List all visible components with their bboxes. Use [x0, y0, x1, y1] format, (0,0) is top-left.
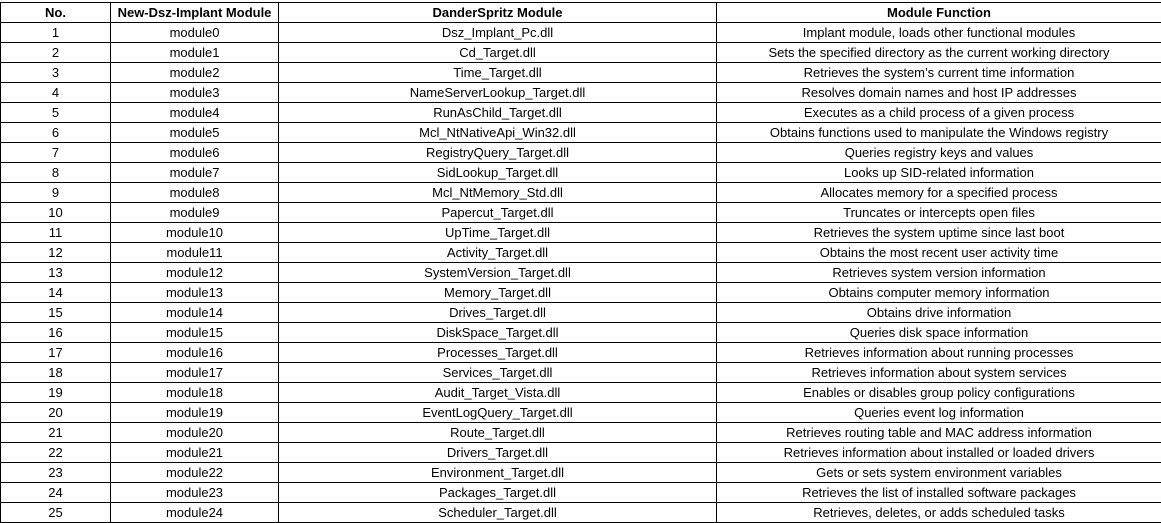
cell-implant-module: module14	[111, 303, 279, 323]
table-row	[1, 223, 1161, 243]
cell-implant-module: module2	[111, 63, 279, 83]
table-row	[1, 23, 1161, 43]
header-module-function: Module Function	[717, 3, 1161, 23]
cell-module-function: Retrieves the system’s current time information	[717, 63, 1161, 83]
cell-danderspritz-module: RegistryQuery_Target.dll	[279, 143, 717, 163]
cell-implant-module: module19	[111, 403, 279, 423]
cell-implant-module: module17	[111, 363, 279, 383]
cell-module-function: Implant module, loads other functional modules	[717, 23, 1161, 43]
cell-danderspritz-module: Time_Target.dll	[279, 63, 717, 83]
cell-no: 7	[1, 143, 111, 163]
cell-no: 10	[1, 203, 111, 223]
cell-danderspritz-module: Mcl_NtNativeApi_Win32.dll	[279, 123, 717, 143]
cell-no: 11	[1, 223, 111, 243]
cell-module-function: Retrieves information about system services	[717, 363, 1161, 383]
cell-danderspritz-module: Processes_Target.dll	[279, 343, 717, 363]
cell-danderspritz-module: Environment_Target.dll	[279, 463, 717, 483]
table-row	[1, 263, 1161, 283]
cell-module-function: Retrieves, deletes, or adds scheduled tasks	[717, 503, 1161, 523]
table-row	[1, 83, 1161, 103]
table-row	[1, 283, 1161, 303]
cell-module-function: Retrieves system version information	[717, 263, 1161, 283]
cell-danderspritz-module: Papercut_Target.dll	[279, 203, 717, 223]
cell-no: 12	[1, 243, 111, 263]
cell-danderspritz-module: Scheduler_Target.dll	[279, 503, 717, 523]
cell-implant-module: module7	[111, 163, 279, 183]
cell-danderspritz-module: Audit_Target_Vista.dll	[279, 383, 717, 403]
cell-module-function: Retrieves the list of installed software packages	[717, 483, 1161, 503]
table-row	[1, 103, 1161, 123]
header-implant-module: New-Dsz-Implant Module	[111, 3, 279, 23]
cell-no: 19	[1, 383, 111, 403]
cell-module-function: Truncates or intercepts open files	[717, 203, 1161, 223]
cell-module-function: Obtains drive information	[717, 303, 1161, 323]
table-row	[1, 123, 1161, 143]
cell-danderspritz-module: DiskSpace_Target.dll	[279, 323, 717, 343]
cell-implant-module: module4	[111, 103, 279, 123]
header-no: No.	[1, 3, 111, 23]
cell-module-function: Looks up SID-related information	[717, 163, 1161, 183]
cell-implant-module: module1	[111, 43, 279, 63]
header-danderspritz-module: DanderSpritz Module	[279, 3, 717, 23]
cell-implant-module: module21	[111, 443, 279, 463]
table-row	[1, 343, 1161, 363]
cell-no: 15	[1, 303, 111, 323]
cell-no: 6	[1, 123, 111, 143]
cell-no: 9	[1, 183, 111, 203]
cell-module-function: Enables or disables group policy configurations	[717, 383, 1161, 403]
cell-module-function: Resolves domain names and host IP addresses	[717, 83, 1161, 103]
cell-danderspritz-module: Dsz_Implant_Pc.dll	[279, 23, 717, 43]
table-header	[1, 3, 1161, 23]
cell-danderspritz-module: SystemVersion_Target.dll	[279, 263, 717, 283]
cell-no: 16	[1, 323, 111, 343]
cell-module-function: Retrieves information about running processes	[717, 343, 1161, 363]
table-row	[1, 323, 1161, 343]
table-row	[1, 243, 1161, 263]
cell-module-function: Sets the specified directory as the current working directory	[717, 43, 1161, 63]
table-row	[1, 63, 1161, 83]
cell-no: 20	[1, 403, 111, 423]
cell-module-function: Executes as a child process of a given process	[717, 103, 1161, 123]
header-row	[1, 3, 1161, 23]
cell-module-function: Retrieves routing table and MAC address information	[717, 423, 1161, 443]
cell-no: 17	[1, 343, 111, 363]
cell-danderspritz-module: Drivers_Target.dll	[279, 443, 717, 463]
cell-module-function: Queries registry keys and values	[717, 143, 1161, 163]
cell-implant-module: module6	[111, 143, 279, 163]
table-row	[1, 183, 1161, 203]
cell-danderspritz-module: SidLookup_Target.dll	[279, 163, 717, 183]
cell-implant-module: module24	[111, 503, 279, 523]
cell-danderspritz-module: Services_Target.dll	[279, 363, 717, 383]
cell-module-function: Queries event log information	[717, 403, 1161, 423]
cell-implant-module: module12	[111, 263, 279, 283]
cell-no: 1	[1, 23, 111, 43]
cell-module-function: Obtains functions used to manipulate the Windows registry	[717, 123, 1161, 143]
table-row	[1, 423, 1161, 443]
cell-danderspritz-module: EventLogQuery_Target.dll	[279, 403, 717, 423]
table-row	[1, 503, 1161, 523]
table-row	[1, 363, 1161, 383]
cell-danderspritz-module: NameServerLookup_Target.dll	[279, 83, 717, 103]
cell-implant-module: module20	[111, 423, 279, 443]
cell-danderspritz-module: Cd_Target.dll	[279, 43, 717, 63]
cell-implant-module: module23	[111, 483, 279, 503]
table-row	[1, 203, 1161, 223]
cell-module-function: Retrieves information about installed or loaded drivers	[717, 443, 1161, 463]
cell-module-function: Gets or sets system environment variables	[717, 463, 1161, 483]
table-row	[1, 403, 1161, 423]
table-row	[1, 163, 1161, 183]
cell-danderspritz-module: Memory_Target.dll	[279, 283, 717, 303]
cell-implant-module: module16	[111, 343, 279, 363]
cell-implant-module: module11	[111, 243, 279, 263]
cell-no: 25	[1, 503, 111, 523]
table-body	[1, 23, 1161, 523]
cell-implant-module: module15	[111, 323, 279, 343]
table-row	[1, 463, 1161, 483]
cell-module-function: Obtains computer memory information	[717, 283, 1161, 303]
table-row	[1, 443, 1161, 463]
cell-danderspritz-module: Packages_Target.dll	[279, 483, 717, 503]
cell-module-function: Queries disk space information	[717, 323, 1161, 343]
cell-implant-module: module13	[111, 283, 279, 303]
cell-implant-module: module9	[111, 203, 279, 223]
table-row	[1, 383, 1161, 403]
cell-no: 21	[1, 423, 111, 443]
cell-no: 22	[1, 443, 111, 463]
cell-danderspritz-module: RunAsChild_Target.dll	[279, 103, 717, 123]
cell-implant-module: module10	[111, 223, 279, 243]
table-row	[1, 43, 1161, 63]
cell-no: 18	[1, 363, 111, 383]
table-row	[1, 303, 1161, 323]
cell-implant-module: module3	[111, 83, 279, 103]
cell-danderspritz-module: Mcl_NtMemory_Std.dll	[279, 183, 717, 203]
table-row	[1, 143, 1161, 163]
cell-danderspritz-module: Drives_Target.dll	[279, 303, 717, 323]
cell-implant-module: module8	[111, 183, 279, 203]
cell-no: 24	[1, 483, 111, 503]
cell-no: 5	[1, 103, 111, 123]
cell-no: 8	[1, 163, 111, 183]
cell-implant-module: module18	[111, 383, 279, 403]
module-table	[0, 2, 1161, 523]
cell-no: 14	[1, 283, 111, 303]
cell-no: 4	[1, 83, 111, 103]
cell-no: 13	[1, 263, 111, 283]
cell-implant-module: module0	[111, 23, 279, 43]
cell-no: 2	[1, 43, 111, 63]
cell-module-function: Allocates memory for a specified process	[717, 183, 1161, 203]
cell-implant-module: module22	[111, 463, 279, 483]
cell-danderspritz-module: UpTime_Target.dll	[279, 223, 717, 243]
cell-danderspritz-module: Route_Target.dll	[279, 423, 717, 443]
cell-no: 23	[1, 463, 111, 483]
cell-no: 3	[1, 63, 111, 83]
cell-implant-module: module5	[111, 123, 279, 143]
table-row	[1, 483, 1161, 503]
cell-module-function: Obtains the most recent user activity time	[717, 243, 1161, 263]
cell-danderspritz-module: Activity_Target.dll	[279, 243, 717, 263]
cell-module-function: Retrieves the system uptime since last boot	[717, 223, 1161, 243]
